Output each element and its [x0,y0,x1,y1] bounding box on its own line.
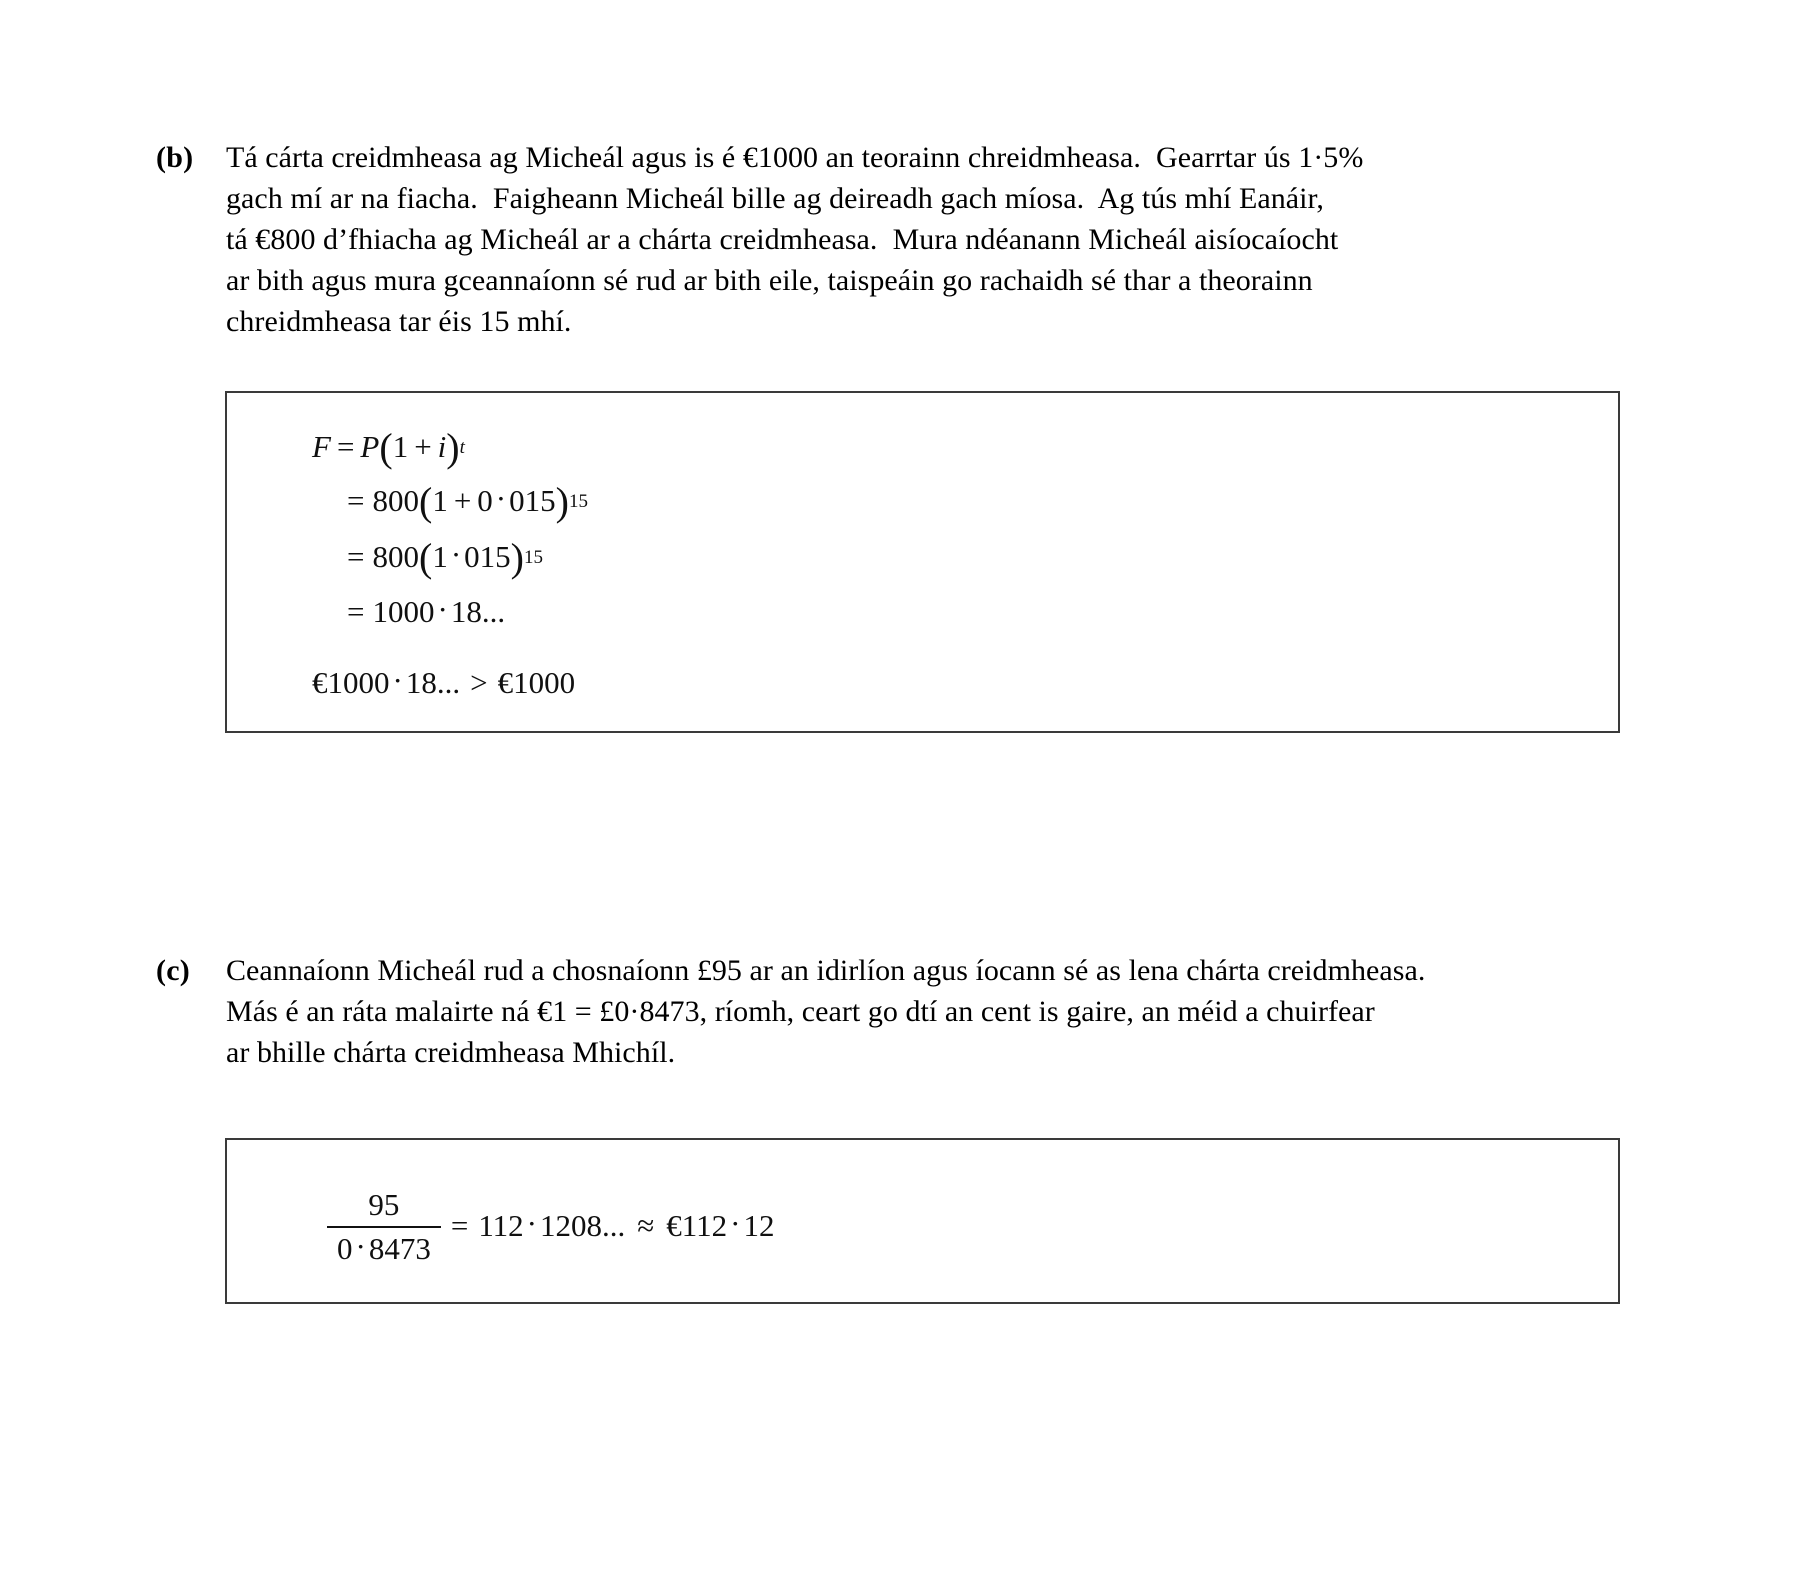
calc-one-3: 1 [432,539,448,574]
calc-rate-zero: 0 [477,483,493,518]
calc-line-result [347,594,505,630]
formula-symbol-F: F [312,429,331,464]
part-b-answer-box [225,391,1620,733]
formula-plus: + [414,429,432,464]
calc-equals-4: = [347,594,365,629]
part-b-line-1: Tá cárta creidmheasa ag Micheál agus is é €1000 an teorainn chreidmheasa. Gearrtar ús 1·5% [226,141,1364,174]
calc-equals-2: = [347,483,365,518]
part-b-label: (b) [156,141,194,174]
denominator-decimal-dot: · [355,1229,366,1264]
calc-line-substitution: = 800 ( 1 + 0 · 015 ) $^{15}$ [347,479,588,524]
approximately-equal-sign: ≈ [637,1208,655,1243]
final-amount-dot: · [730,1206,741,1241]
part-b-line-3: tá €800 d’fhiacha ag Micheál ar a chárta creidmheasa. Mura ndéanann Micheál aisíocaíocht [226,223,1339,256]
part-c-line-2: Más é an ráta malairte ná €1 = £0·8473, ríomh, ceart go dtí an cent is gaire, an méid a chuirfear [226,995,1375,1028]
question-part-b [148,137,1626,342]
fraction-denominator [327,1228,441,1267]
conversion-result-dot: · [526,1206,537,1241]
part-c-label: (c) [156,954,190,987]
final-amount-whole: €112 [666,1208,728,1243]
fraction-numerator: 95 [368,1187,400,1222]
conclusion-decimal-dot: · [392,663,403,698]
calc-multiplier-decimals: 015 [464,539,511,574]
denominator-whole: 0 [337,1231,353,1266]
formula-symbol-P: P [360,429,380,464]
formula-equals-1: = [336,429,355,464]
calc-result-decimals: 18... [450,594,506,629]
calc-plus-2: + [453,483,472,518]
formula-symbol-i: i [437,429,447,464]
part-b-text [226,137,1626,342]
conversion-fraction [327,1187,441,1267]
calc-principal-800-b: 800 [372,539,419,574]
conclusion-amount: €1000 [312,665,390,700]
part-b-line-2: gach mí ar na fiacha. Faigheann Micheál bille ag deireadh gach míosa. Ag tús mhí Eanáir, [226,182,1324,215]
calc-rate-decimals: 015 [509,483,556,518]
formula-one: 1 [392,429,409,464]
part-c-line-1: Ceannaíonn Micheál rud a chosnaíonn £95 ar an idirlíon agus íocann sé as lena chárta creidmheasa. [226,954,1426,987]
calc-one-2: 1 [432,483,448,518]
conversion-result-decimals: 1208... [540,1208,626,1243]
calc-decimal-dot-3: · [450,537,462,572]
part-c-line-3: ar bhille chárta creidmheasa Mhichíl. [226,1036,676,1069]
part-c-answer-box [225,1138,1620,1304]
calc-decimal-dot-2: · [495,481,507,516]
part-b-line-5: chreidmheasa tar éis 15 mhí. [226,305,572,338]
conclusion-inequality [312,665,575,701]
conclusion-amount-decimals: 18... [405,665,461,700]
currency-conversion-calculation [327,1186,774,1266]
denominator-decimals: 8473 [368,1231,431,1266]
calc-equals-3: = [347,539,365,574]
calc-decimal-dot-4: · [437,592,448,627]
final-amount-decimals: 12 [743,1208,775,1243]
conclusion-greater-than-sign: > [470,665,488,700]
question-part-c [148,950,1626,1073]
conclusion-credit-limit: €1000 [497,665,576,700]
formula-compound-interest: F = P ( 1 + i ) $^t$ [312,425,465,470]
calc-principal-800: 800 [372,483,419,518]
part-b-line-4: ar bith agus mura gceannaíonn sé rud ar bith eile, taispeáin go rachaidh sé thar a theorainn [226,264,1313,297]
conversion-result-whole: 112 [478,1208,524,1243]
part-c-text [226,950,1626,1073]
calc-result-whole: 1000 [372,594,435,629]
conversion-equals: = [450,1208,469,1243]
calc-line-simplified: = 800 ( 1 · 015 ) $^{15}$ [347,535,543,580]
